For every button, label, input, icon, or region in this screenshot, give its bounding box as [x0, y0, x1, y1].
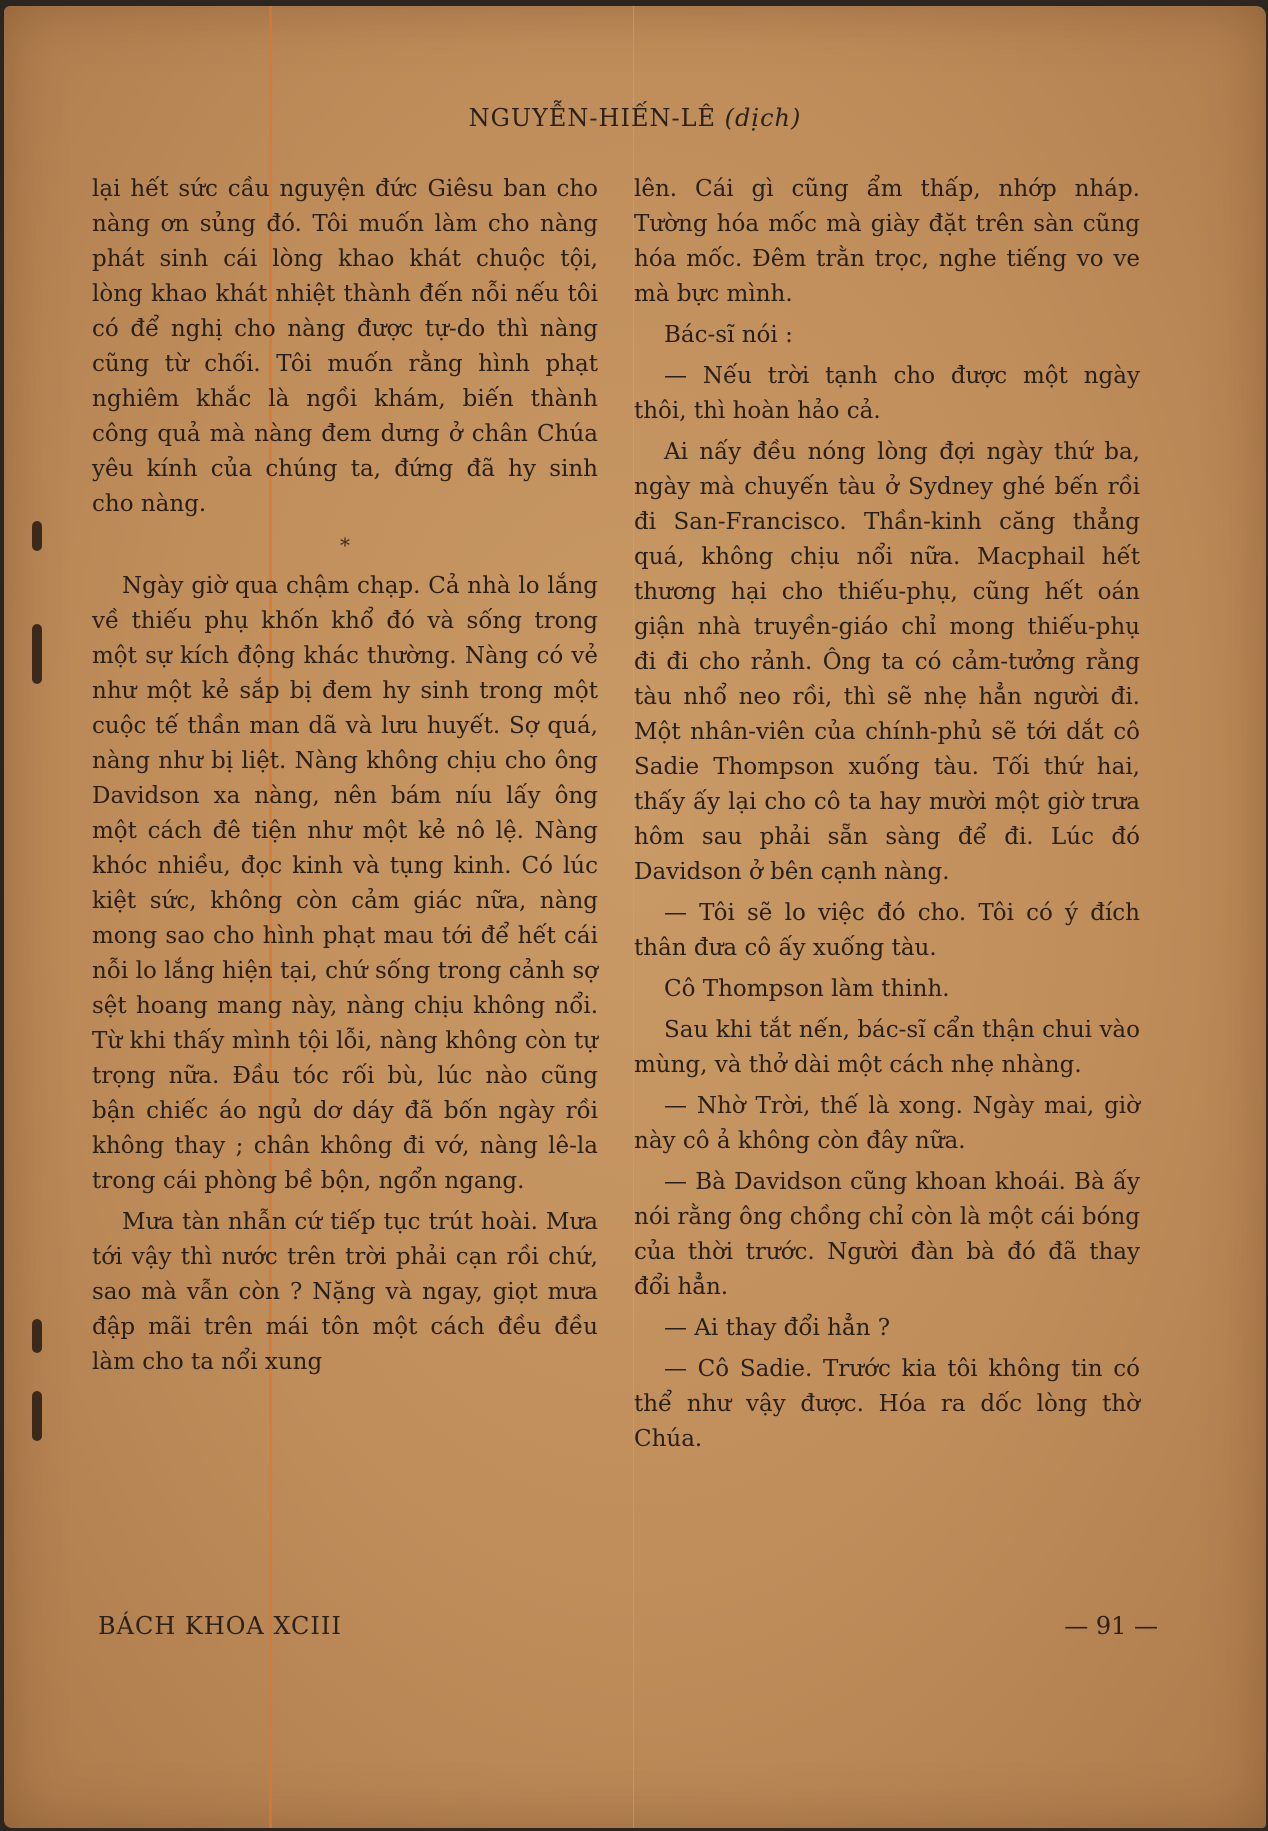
- paragraph: — Tôi sẽ lo việc đó cho. Tôi có ý đích thân đưa cô ấy xuống tàu.: [634, 900, 1140, 961]
- paragraph: Bác-sĩ nói :: [664, 322, 793, 348]
- running-header: [4, 104, 1266, 132]
- page-number: — 91 —: [1064, 1612, 1158, 1640]
- paragraph: Mưa tàn nhẫn cứ tiếp tục trút hoài. Mưa tới vậy thì nước trên trời phải cạn rồi chứ, sao mà vẫn còn ? Nặng và ngay, giọt mưa đập mãi trên mái tôn một cách đều đều làm cho ta nổi xung: [92, 1209, 598, 1375]
- binding-mark: [32, 1319, 42, 1353]
- paragraph: Sau khi tắt nến, bác-sĩ cẩn thận chui vào mùng, và thở dài một cách nhẹ nhàng.: [634, 1017, 1140, 1078]
- binding-mark: [32, 624, 42, 684]
- paragraph: Ai nấy đều nóng lòng đợi ngày thứ ba, ngày mà chuyến tàu ở Sydney ghé bến rồi đi San-Francisco. Thần-kinh căng thẳng quá, không chịu nổi nữa. Macphail hết thương hại cho thiếu-phụ, cũng hết oán giận nhà truyền-giáo chỉ mong thiếu-phụ đi đi cho rảnh. Ông ta có cảm-tưởng rằng tàu nhổ neo rồi, thì sẽ nhẹ hẳn người đi. Một nhân-viên của chính-phủ sẽ tới dắt cô Sadie Thompson xuống tàu. Tối thứ hai, thấy ấy lại cho cô ta hay mười một giờ trưa hôm sau phải sẵn sàng để đi. Lúc đó Davidson ở bên cạnh nàng.: [634, 439, 1140, 885]
- author-name: NGUYỄN-HIẾN-LÊ: [468, 104, 717, 132]
- right-column: [634, 172, 1140, 1463]
- magazine-footer: BÁCH KHOA XCIII: [98, 1612, 342, 1640]
- binding-mark: [32, 1391, 42, 1441]
- paragraph: — Cô Sadie. Trước kia tôi không tin có thể như vậy được. Hóa ra dốc lòng thờ Chúa.: [634, 1356, 1140, 1452]
- paragraph: lại hết sức cầu nguyện đức Giêsu ban cho nàng ơn sủng đó. Tôi muốn làm cho nàng phát sinh cái lòng khao khát chuộc tội, lòng khao khát nhiệt thành đến nỗi nếu tôi có để nghị cho nàng được tự-do thì nàng cũng từ chối. Tôi muốn rằng hình phạt nghiêm khắc là ngồi khám, biến thành công quả mà nàng đem dưng ở chân Chúa yêu kính của chúng ta, đứng đã hy sinh cho nàng.: [92, 176, 598, 517]
- paragraph: — Nhờ Trời, thế là xong. Ngày mai, giờ này cô ả không còn đây nữa.: [634, 1093, 1140, 1154]
- binding-mark: [32, 521, 42, 551]
- paragraph: — Bà Davidson cũng khoan khoái. Bà ấy nói rằng ông chồng chỉ còn là một cái bóng của thời trước. Người đàn bà đó đã thay đổi hẳn.: [634, 1169, 1140, 1300]
- translator-role: (dịch): [724, 104, 802, 132]
- paragraph: lên. Cái gì cũng ẩm thấp, nhớp nháp. Tường hóa mốc mà giày đặt trên sàn cũng hóa mốc. Đêm trằn trọc, nghe tiếng vo ve mà bực mình.: [634, 176, 1140, 307]
- paragraph: Ngày giờ qua chậm chạp. Cả nhà lo lắng về thiếu phụ khốn khổ đó và sống trong một sự kích động khác thường. Nàng có vẻ như một kẻ sắp bị đem hy sinh trong một cuộc tế thần man dã và lưu huyết. Sợ quá, nàng như bị liệt. Nàng không chịu cho ông Davidson xa nàng, nên bám níu lấy ông một cách đê tiện như một kẻ nô lệ. Nàng khóc nhiều, đọc kinh và tụng kinh. Có lúc kiệt sức, không còn cảm giác nữa, nàng mong sao cho hình phạt mau tới để hết cái nỗi lo lắng hiện tại, chứ sống trong cảnh sợ sệt hoang mang này, nàng chịu không nổi. Từ khi thấy mình tội lỗi, nàng không còn tự trọng nữa. Đầu tóc rối bù, lúc nào cũng bận chiếc áo ngủ dơ dáy đã bốn ngày rồi không thay ; chân không đi vớ, nàng lê-la trong cái phòng bề bộn, ngổn ngang.: [92, 573, 598, 1194]
- paragraph: Cô Thompson làm thinh.: [664, 976, 950, 1002]
- scanned-page: [4, 6, 1266, 1828]
- section-separator: *: [340, 533, 350, 557]
- left-column: [92, 172, 598, 1386]
- paragraph: — Nếu trời tạnh cho được một ngày thôi, thì hoàn hảo cả.: [634, 363, 1140, 424]
- paragraph: — Ai thay đổi hẳn ?: [664, 1315, 891, 1341]
